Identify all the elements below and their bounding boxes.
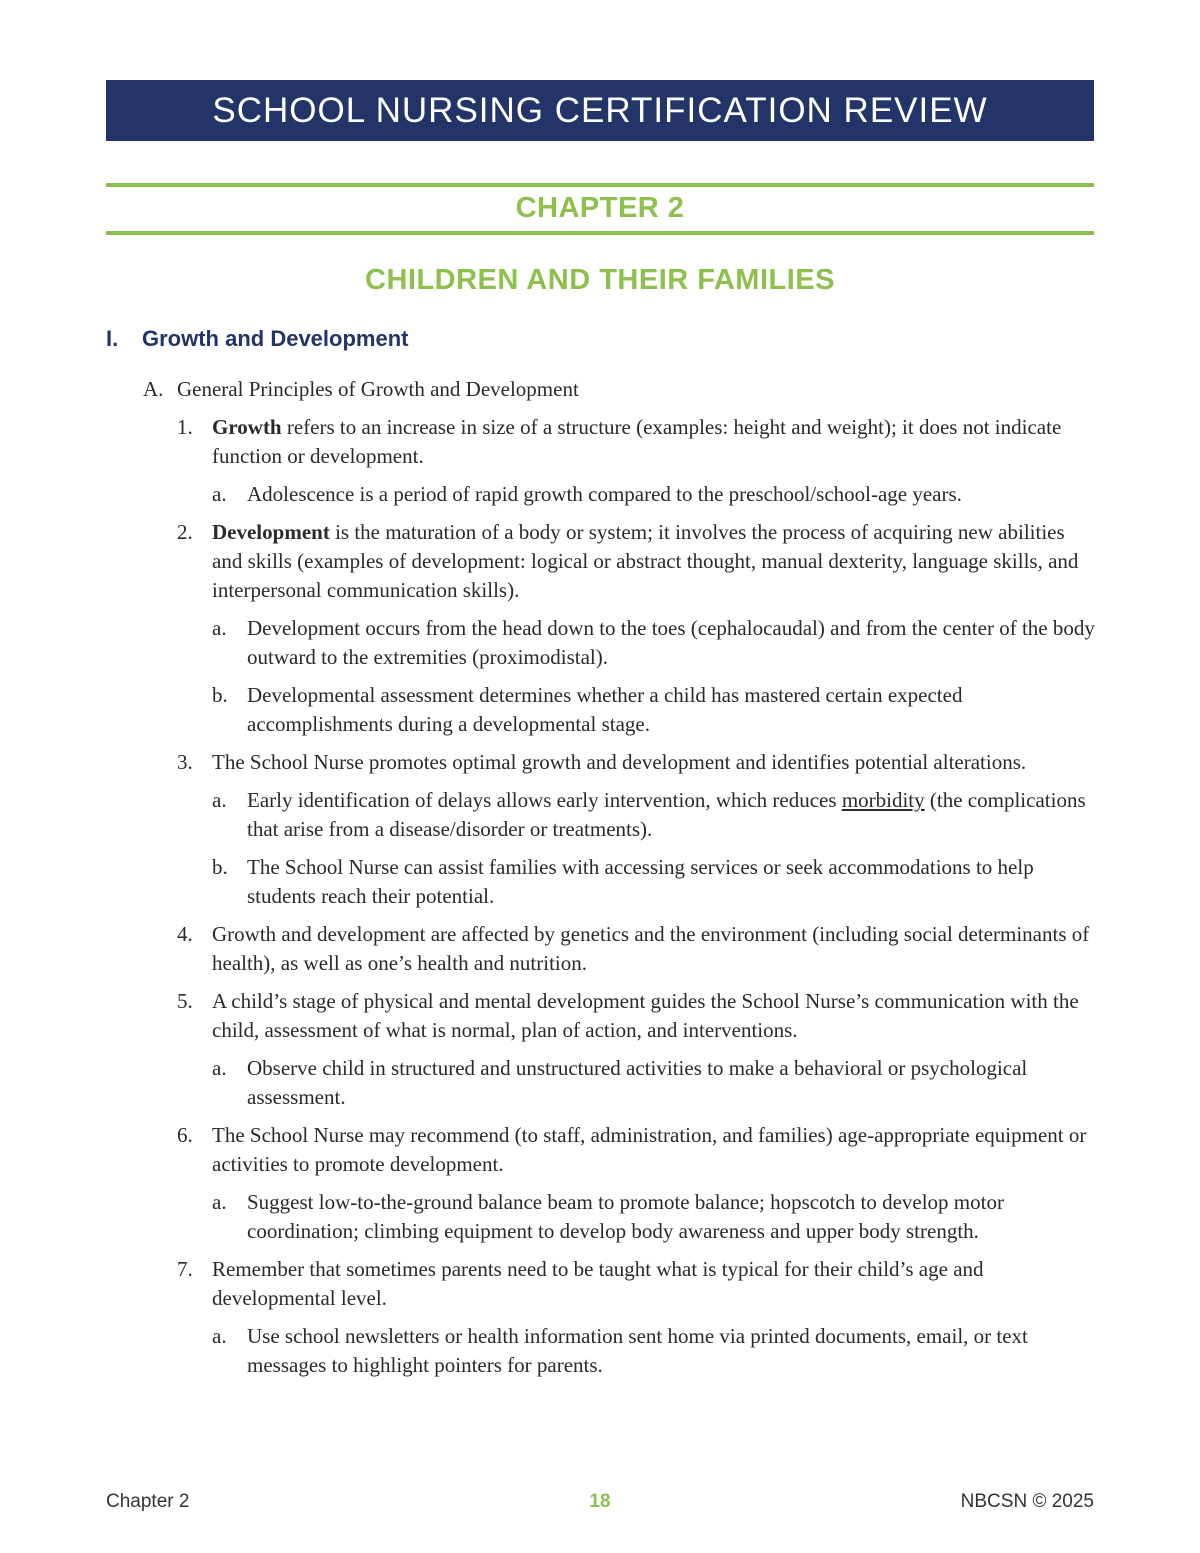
item-text: refers to an increase in size of a structure (examples: height and weight); it does not indicate function or development. (212, 415, 1062, 468)
list-item (0, 1121, 1092, 1179)
item-text: Remember that sometimes parents need to be taught what is typical for their child’s age and developmental level. (212, 1257, 984, 1310)
list-marker: 4. (177, 922, 193, 946)
term-growth: Growth (212, 415, 282, 439)
footer-chapter: Chapter 2 (106, 1491, 190, 1512)
sub-list-item (0, 681, 1097, 739)
sub-list-item (0, 480, 1097, 509)
sub-list-item (0, 614, 1097, 672)
sub-list-marker: b. (212, 683, 228, 707)
list-marker: 5. (177, 989, 193, 1013)
list-marker: 2. (177, 520, 193, 544)
item-text: A child’s stage of physical and mental development guides the School Nurse’s communication with the child, assessment of what is normal, plan of action, and interventions. (212, 989, 1079, 1042)
chapter-rule-bottom (106, 231, 1094, 235)
subsection-marker: A. (143, 377, 164, 401)
term-development: Development (212, 520, 330, 544)
sub-item-text: Development occurs from the head down to the toes (cephalocaudal) and from the center of the body outward to the extremities (proximodistal). (247, 616, 1095, 669)
sub-item-text: The School Nurse can assist families with accessing services or seek accommodations to help students reach their potential. (247, 855, 1034, 908)
chapter-title: CHILDREN AND THEIR FAMILIES (365, 264, 835, 296)
list-item (0, 1255, 1092, 1313)
list-item (0, 518, 1092, 605)
sub-list-marker: a. (212, 616, 227, 640)
sub-list-item (0, 786, 1097, 844)
chapter-label: CHAPTER 2 (515, 192, 685, 224)
subsection-title: General Principles of Growth and Development (177, 377, 579, 401)
sub-list-marker: a. (212, 788, 227, 812)
sub-list-marker: b. (212, 855, 228, 879)
page-number: 18 (589, 1491, 611, 1512)
item-text: The School Nurse promotes optimal growth and development and identifies potential alterations. (212, 750, 1027, 774)
list-marker: 7. (177, 1257, 193, 1281)
list-item (0, 748, 1092, 777)
list-item (0, 987, 1092, 1045)
item-text: Growth and development are affected by genetics and the environment (including social determinants of health), as well as one’s health and nutrition. (212, 922, 1090, 975)
list-item (0, 920, 1092, 978)
section-title: Growth and Development (142, 326, 409, 351)
item-text: is the maturation of a body or system; it involves the process of acquiring new abilities and skills (examples of development: logical or abstract thought, manual dexterity, language skills, and interpersonal communication skills). (212, 520, 1079, 602)
header-banner (106, 80, 1094, 141)
sub-item-text-post: (the complications that arise from a disease/disorder or treatments). (247, 788, 1086, 841)
sub-list-marker: a. (212, 1056, 227, 1080)
sub-item-text-pre: Early identification of delays allows early intervention, which reduces (247, 788, 842, 812)
list-marker: 6. (177, 1123, 193, 1147)
sub-item-text: Developmental assessment determines whether a child has mastered certain expected accomplishments during a developmental stage. (247, 683, 963, 736)
sub-item-text: Adolescence is a period of rapid growth compared to the preschool/school-age years. (247, 482, 962, 506)
list-item (0, 413, 1092, 471)
list-marker: 3. (177, 750, 193, 774)
list-marker: 1. (177, 415, 193, 439)
sub-list-marker: a. (212, 1324, 227, 1348)
outline-content (0, 375, 1200, 1389)
sub-item-text: Use school newsletters or health information sent home via printed documents, email, or text messages to highlight pointers for parents. (247, 1324, 1028, 1377)
chapter-rule-top (106, 183, 1094, 187)
footer-copyright: NBCSN © 2025 (960, 1491, 1094, 1512)
sub-list-item (0, 1188, 1097, 1246)
term-morbidity: morbidity (841, 788, 925, 812)
sub-item-text: Suggest low-to-the-ground balance beam to promote balance; hopscotch to develop motor coordination; climbing equipment to develop body awareness and upper body strength. (247, 1190, 1004, 1243)
item-text: The School Nurse may recommend (to staff, administration, and families) age-appropriate equipment or activities to promote development. (212, 1123, 1087, 1176)
sub-list-item (0, 1054, 1097, 1112)
sub-list-marker: a. (212, 1190, 227, 1214)
sub-list-item (0, 853, 1097, 911)
subsection-heading (0, 375, 1200, 404)
banner-title: SCHOOL NURSING CERTIFICATION REVIEW (212, 90, 988, 130)
sub-list-marker: a. (212, 482, 227, 506)
section-heading (106, 326, 408, 352)
sub-item-text: Observe child in structured and unstructured activities to make a behavioral or psychological assessment. (247, 1056, 1028, 1109)
sub-list-item (0, 1322, 1097, 1380)
section-number: I. (106, 326, 119, 351)
